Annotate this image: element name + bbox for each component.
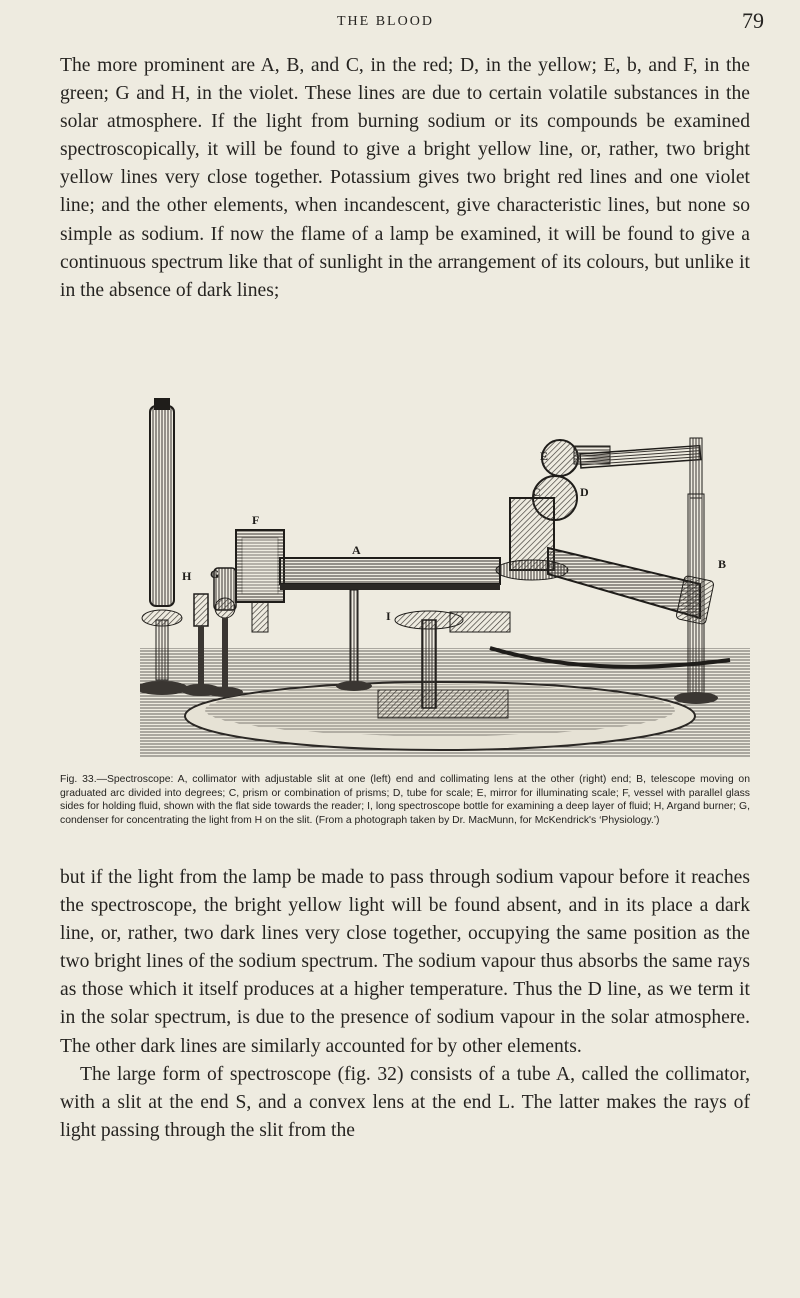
label-I: I xyxy=(386,609,391,623)
figure-caption: Fig. 33.—Spectroscope: A, collimator with adjustable slit at one (left) end and collimating lens at the other (right) end; B, telescope moving on graduated arc divided into degrees; C, prism or combination of prisms; D, tube for scale; E, mirror for illuminating scale; F, vessel with parallel glass sides for holding fluid, shown with the flat side towards the reader; I, long spectroscope bottle for examining a deep layer of fluid; H, Argand burner; G, condenser for concentrating the light from H on the slit. (From a photograph taken by Dr. MacMunn, for McKendrick's ‘Physiology.’) xyxy=(60,774,750,826)
running-title: THE BLOOD xyxy=(337,14,434,29)
label-G: G xyxy=(210,567,220,581)
paragraph-bottom-2: The large form of spectroscope (fig. 32) consists of a tube A, called the collimator, with a slit at the end S, and a convex lens at the end L. The latter makes the rays of light passing through the slit from the xyxy=(60,1063,750,1141)
label-C: C xyxy=(532,485,541,499)
page-header xyxy=(0,8,800,42)
page-number: 79 xyxy=(742,8,764,33)
spectroscope-illustration xyxy=(140,398,750,768)
label-H: H xyxy=(182,569,192,583)
paragraph-top: The more prominent are A, B, and C, in the red; D, in the yellow; E, b, and F, in the green; G and H, in the violet. These lines are due to certain volatile substances in the solar atmosphere. If the light from burning sodium or its compounds be examined spectroscopically, it will be found to give a bright yellow line, or, rather, two bright yellow lines very close together. Potassium gives two bright red lines and one violet line; and the other elements, when incandescent, give characteristic lines, but none so simple as sodium. If now the flame of a lamp be examined, it will be found to give a continuous spectrum like that of sunlight in the arrangement of its colours, but unlike it in the absence of dark lines; xyxy=(60,55,750,301)
vessel-F xyxy=(236,530,284,632)
label-B: B xyxy=(718,557,727,571)
label-F: F xyxy=(252,513,260,527)
spectroscope-figure xyxy=(140,398,750,768)
label-E: E xyxy=(540,449,549,463)
label-D: D xyxy=(580,485,589,499)
label-A: A xyxy=(352,543,361,557)
paragraph-bottom-1: but if the light from the lamp be made to pass through sodium vapour before it reaches the spectroscope, the bright yellow light will be found absent, and in its place a dark line, or, rather, two dark lines very close together, occupying the same position as the two bright lines of the sodium spectrum. The sodium vapour thus absorbs the same rays as those which it itself produces at a higher temperature. Thus the D line, as we term it in the solar spectrum, is due to the presence of sodium vapour in the solar atmosphere. The other dark lines are similarly accounted for by other elements. xyxy=(60,867,750,1057)
body-text-bottom xyxy=(60,864,750,1145)
